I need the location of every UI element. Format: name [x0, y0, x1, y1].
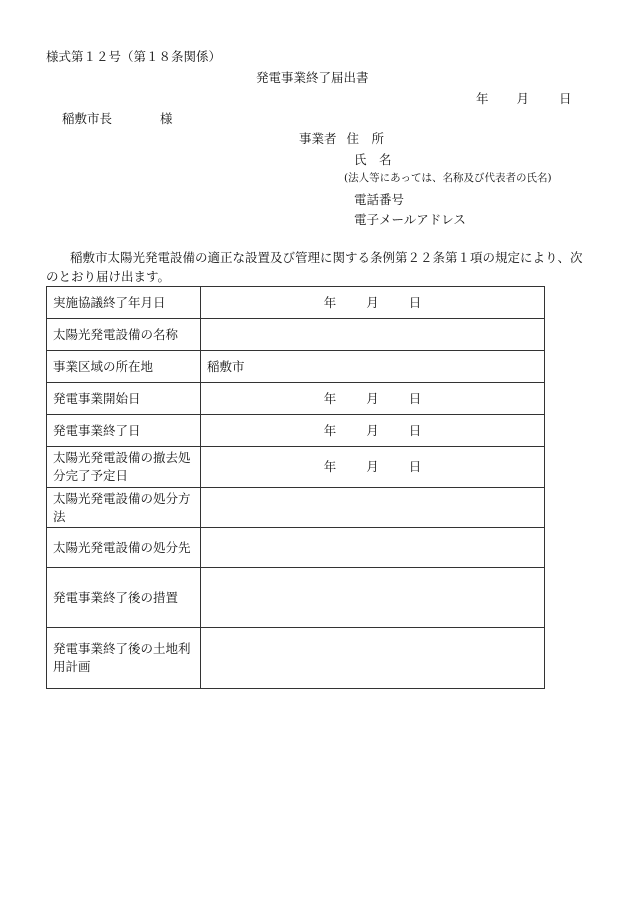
facility-name-field[interactable]	[201, 319, 545, 351]
date-month: 月	[366, 390, 379, 406]
date-year: 年	[323, 459, 337, 474]
date-day: 日	[408, 422, 422, 438]
table-row	[47, 383, 545, 415]
table-row	[47, 319, 545, 351]
row-label: 発電事業終了後の土地利用計画	[47, 628, 201, 689]
date-month: 月	[366, 459, 379, 474]
address-label: 住 所	[346, 131, 385, 146]
table-row	[47, 351, 545, 383]
date-month: 月	[516, 91, 530, 106]
location-field[interactable]: 稲敷市	[201, 351, 545, 383]
date-day: 日	[408, 459, 422, 474]
operator-name-note: (法人等にあっては、名称及び代表者の氏名)	[344, 172, 552, 184]
disposal-destination-field[interactable]	[201, 528, 545, 568]
date-field[interactable]	[201, 383, 545, 415]
disposal-method-field[interactable]	[201, 488, 545, 528]
submission-date	[476, 91, 572, 106]
operator-address-label	[299, 131, 384, 146]
row-label: 実施協議終了年月日	[47, 287, 201, 319]
addressee-name: 稲敷市長	[62, 111, 113, 126]
date-field[interactable]	[201, 415, 545, 447]
operator-email-label: 電子メールアドレス	[354, 212, 466, 227]
form-number: 様式第１２号（第１８条関係）	[46, 49, 222, 64]
date-year: 年	[323, 390, 337, 406]
honorific: 様	[160, 111, 173, 126]
date-day: 日	[559, 91, 572, 106]
addressee	[62, 111, 173, 126]
row-label: 太陽光発電設備の名称	[47, 319, 201, 351]
table-row	[47, 287, 545, 319]
date-month: 月	[366, 294, 379, 310]
post-termination-measures-field[interactable]	[201, 568, 545, 628]
date-field[interactable]	[201, 447, 545, 488]
row-label: 太陽光発電設備の撤去処分完了予定日	[47, 447, 201, 488]
operator-name-label: 氏 名	[354, 152, 392, 167]
date-month: 月	[366, 422, 379, 438]
date-field[interactable]	[201, 287, 545, 319]
table-row	[47, 628, 545, 689]
table-row	[47, 488, 545, 528]
table-row	[47, 568, 545, 628]
row-label: 太陽光発電設備の処分方法	[47, 488, 201, 528]
form-table	[46, 286, 545, 689]
row-label: 発電事業終了日	[47, 415, 201, 447]
row-label: 発電事業開始日	[47, 383, 201, 415]
operator-role-label: 事業者	[299, 131, 337, 146]
date-year: 年	[476, 91, 489, 106]
date-year: 年	[323, 294, 337, 310]
intro-paragraph: 稲敷市太陽光発電設備の適正な設置及び管理に関する条例第２２条第１項の規定により、次のとおり届け出ます。	[46, 250, 583, 284]
land-use-plan-field[interactable]	[201, 628, 545, 689]
row-label: 事業区域の所在地	[47, 351, 201, 383]
date-day: 日	[408, 294, 422, 310]
date-day: 日	[408, 390, 422, 406]
document-title: 発電事業終了届出書	[256, 70, 369, 85]
operator-phone-label: 電話番号	[354, 192, 405, 207]
row-label: 太陽光発電設備の処分先	[47, 528, 201, 568]
table-row	[47, 447, 545, 488]
table-row	[47, 415, 545, 447]
date-year: 年	[323, 422, 337, 438]
row-label: 発電事業終了後の措置	[47, 568, 201, 628]
table-row	[47, 528, 545, 568]
